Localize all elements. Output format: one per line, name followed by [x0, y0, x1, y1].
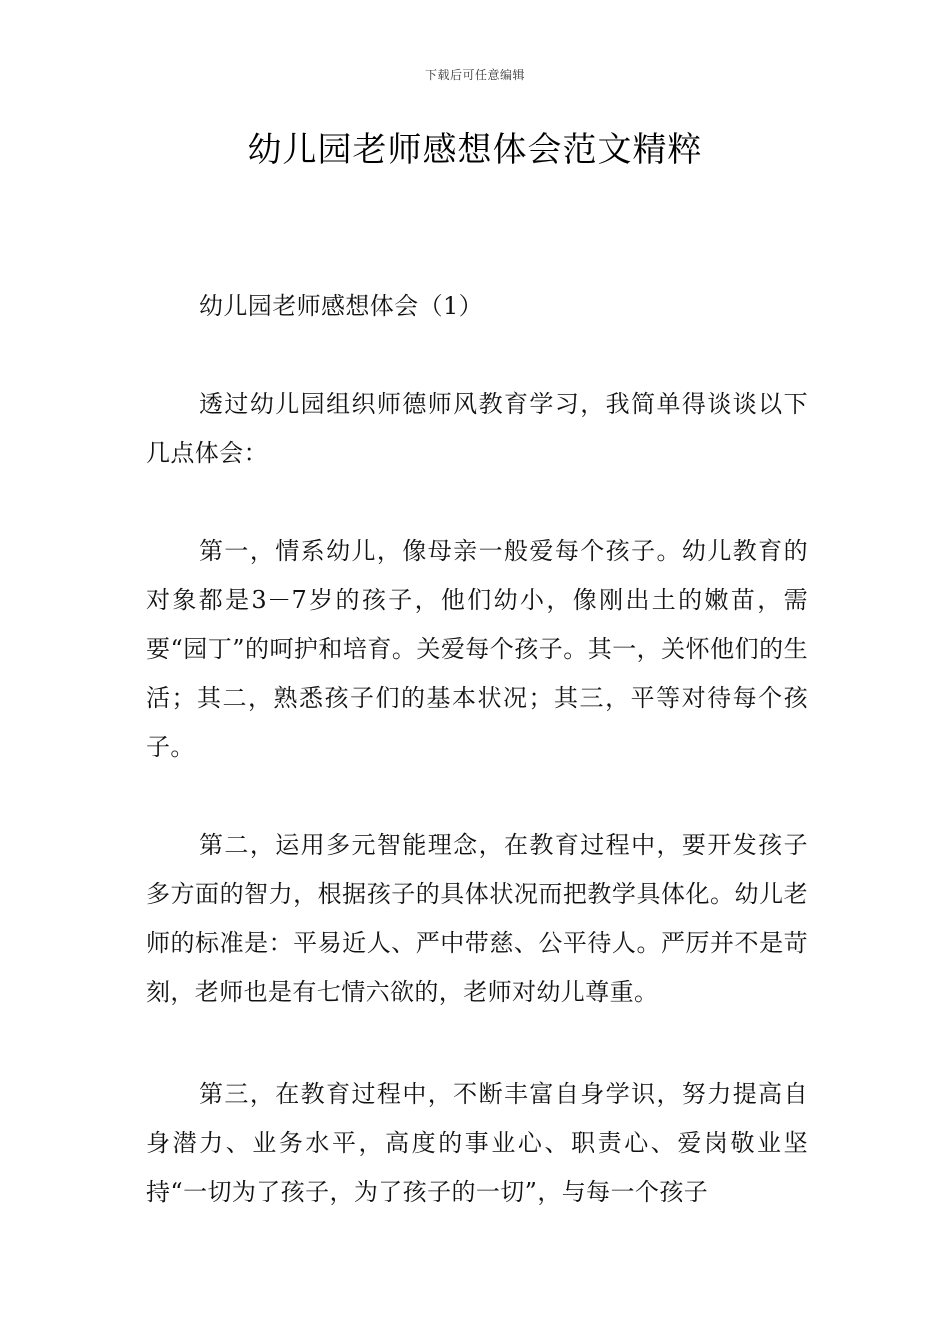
header-note: 下载后可任意编辑 — [424, 68, 525, 82]
paragraph-intro: 透过幼儿园组织师德师风教育学习，我简单得谈谈以下几点体会： — [146, 390, 808, 467]
page-title: 幼儿园老师感想体会范文精粹 — [247, 130, 703, 170]
section-heading: 幼儿园老师感想体会（1） — [199, 292, 484, 320]
paragraph-third-point: 第三，在教育过程中，不断丰富自身学识，努力提高自身潜力、业务水平，高度的事业心、职责心、爱岗敬业坚持“一切为了孩子，为了孩子的一切”，与每一个孩子 — [146, 1080, 808, 1206]
paragraph-first-point: 第一，情系幼儿，像母亲一般爱每个孩子。幼儿教育的对象都是3－7岁的孩子，他们幼小，像刚出土的嫩苗，需要“园丁”的呵护和培育。关爱每个孩子。其一，关怀他们的生活；其二，熟悉孩子们的基本状况；其三，平等对待每个孩子。 — [146, 537, 808, 761]
paragraph-second-point: 第二，运用多元智能理念，在教育过程中，要开发孩子多方面的智力，根据孩子的具体状况而把教学具体化。幼儿老师的标准是：平易近人、严中带慈、公平待人。严厉并不是苛刻，老师也是有七情六欲的，老师对幼儿尊重。 — [146, 831, 808, 1006]
